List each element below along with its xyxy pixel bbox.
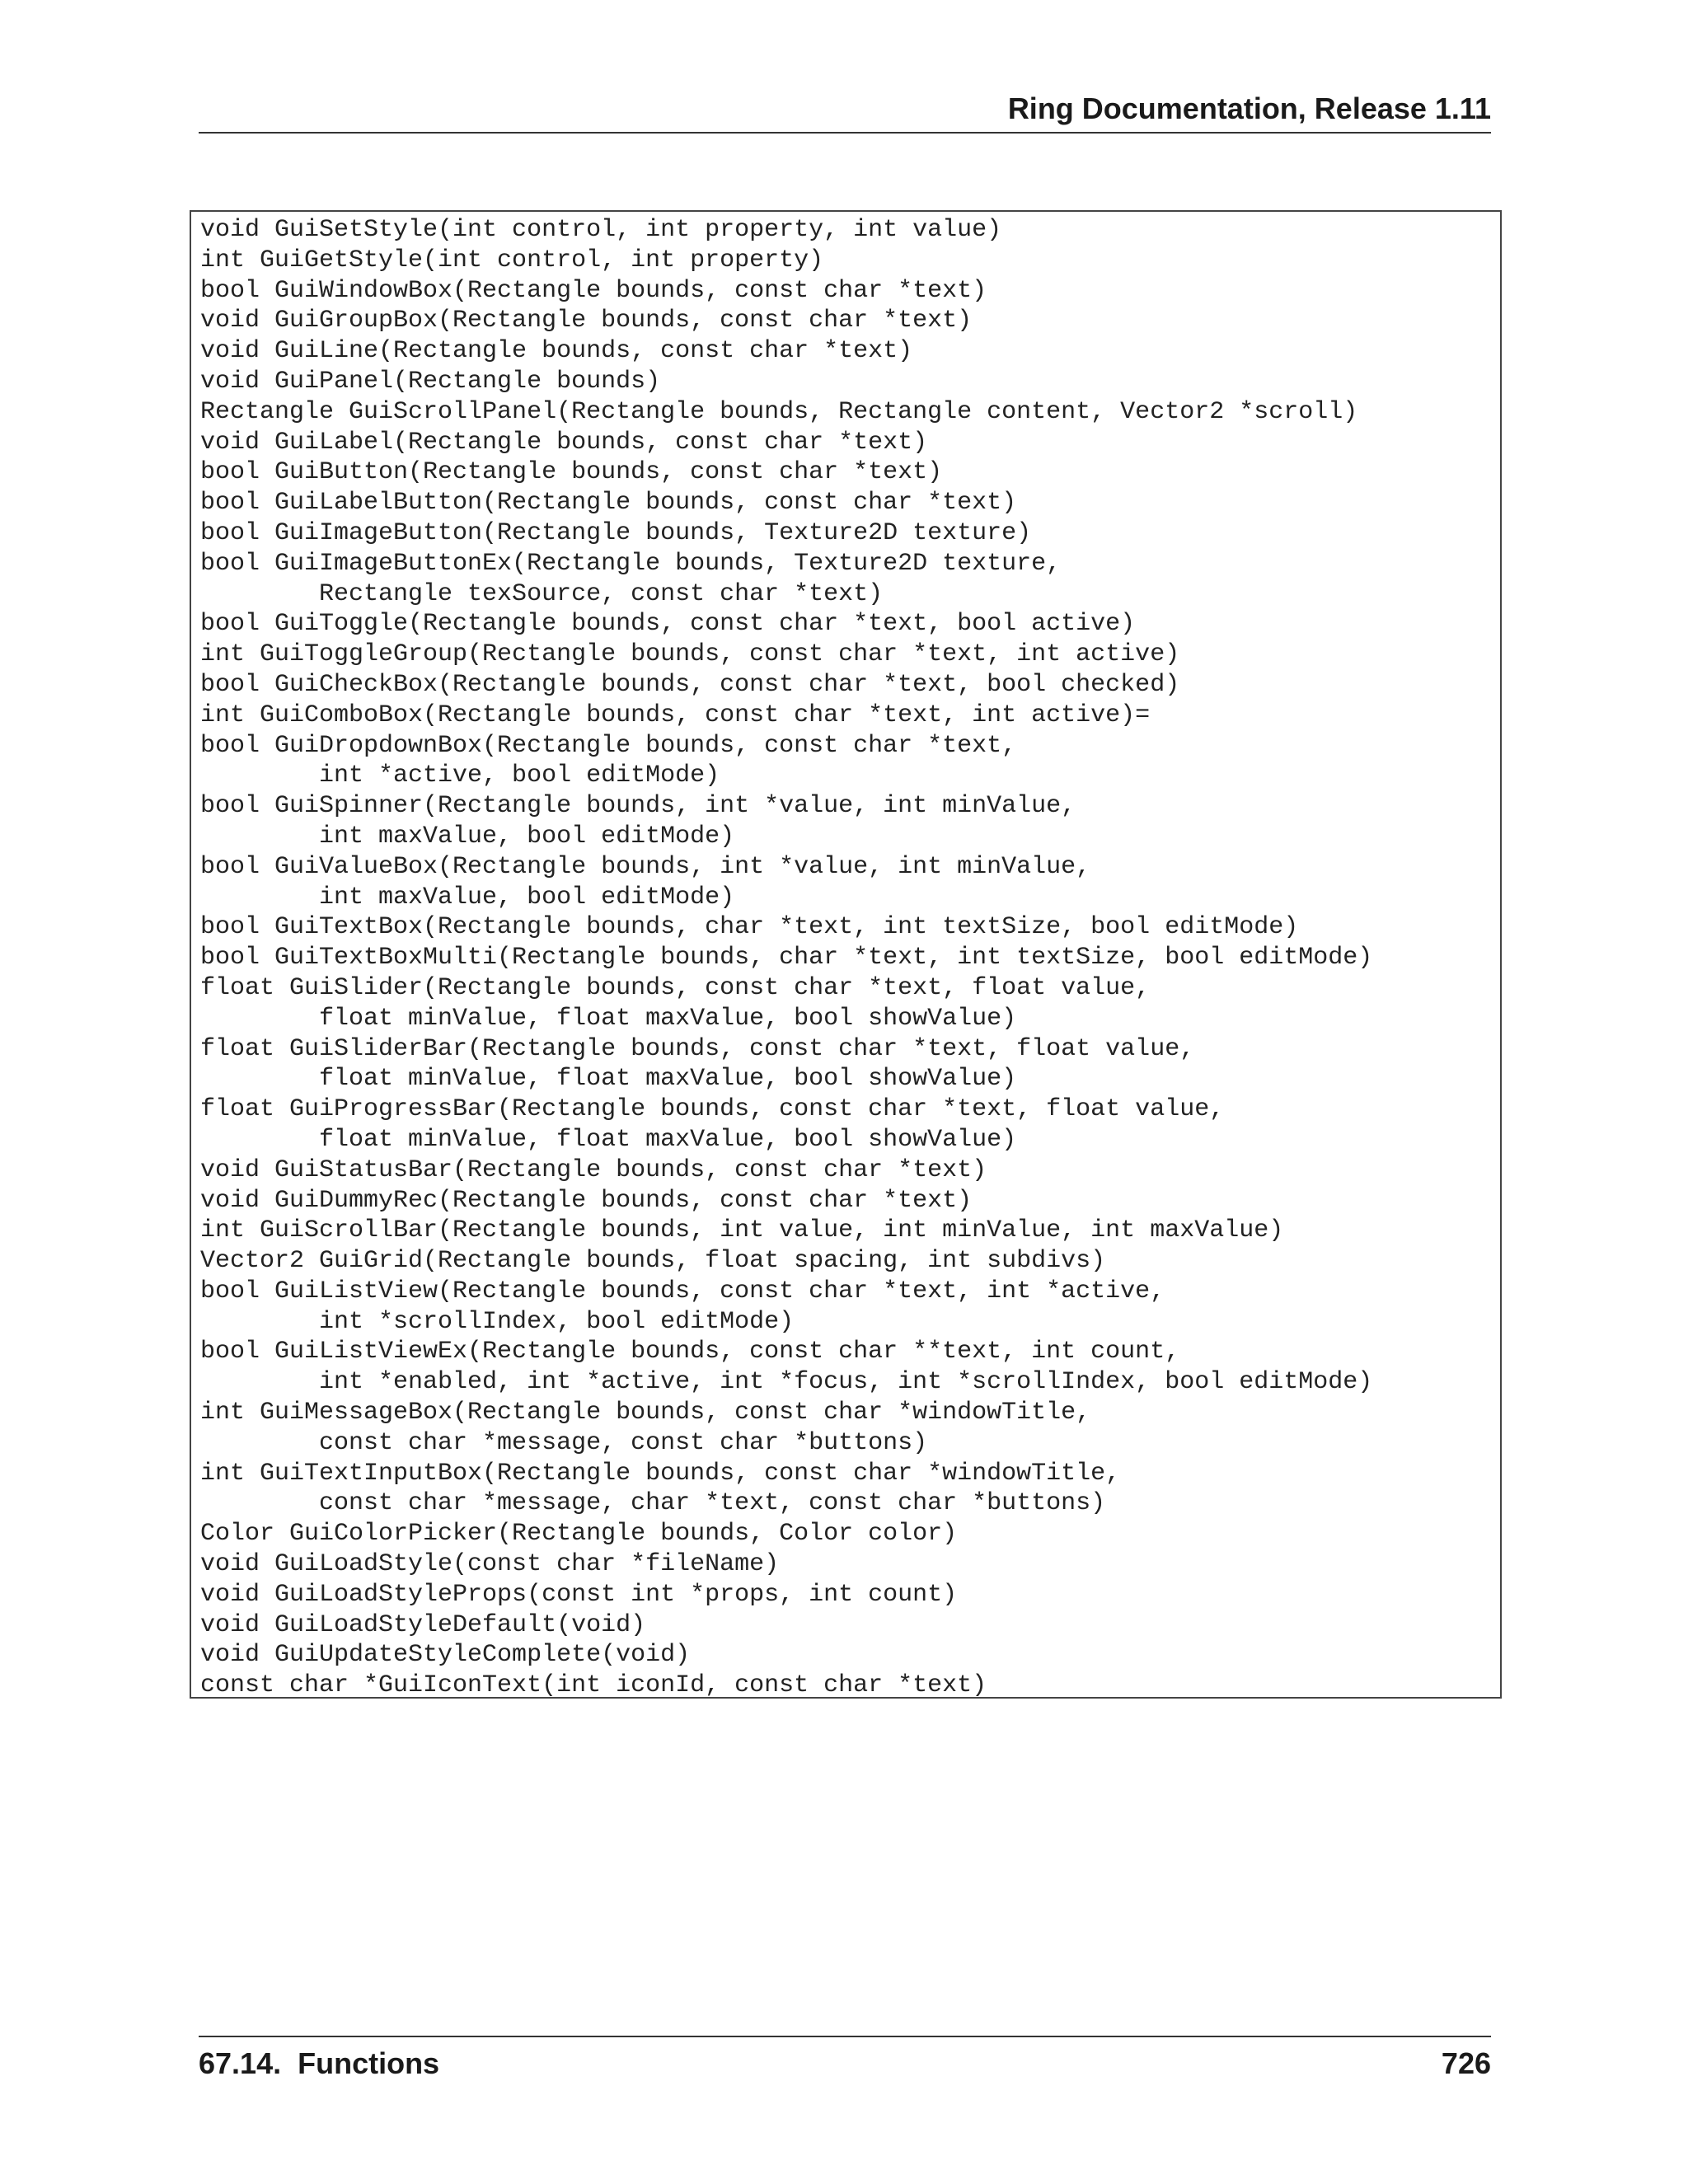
- section-title: 67.14. Functions: [199, 2046, 440, 2080]
- code-line: bool GuiListView(Rectangle bounds, const char *text, int *active,: [200, 1277, 1165, 1305]
- code-line: void GuiPanel(Rectangle bounds): [200, 367, 661, 396]
- code-line: Color GuiColorPicker(Rectangle bounds, Color color): [200, 1520, 958, 1549]
- code-line: void GuiLoadStyle(const char *fileName): [200, 1550, 780, 1579]
- code-line: float minValue, float maxValue, bool showValue): [200, 1125, 1017, 1154]
- code-line: bool GuiImageButton(Rectangle bounds, Texture2D texture): [200, 518, 1032, 547]
- code-line: int GuiGetStyle(int control, int property): [200, 246, 824, 274]
- code-line: bool GuiCheckBox(Rectangle bounds, const char *text, bool checked): [200, 670, 1180, 699]
- code-line: int maxValue, bool editMode): [200, 883, 735, 912]
- code-line: const char *message, char *text, const char *buttons): [200, 1489, 1106, 1518]
- code-line: int *enabled, int *active, int *focus, int *scrollIndex, bool editMode): [200, 1368, 1373, 1397]
- code-line: int GuiComboBox(Rectangle bounds, const char *text, int active)=: [200, 701, 1151, 729]
- code-line: float GuiSlider(Rectangle bounds, const char *text, float value,: [200, 973, 1151, 1002]
- code-line: int *active, bool editMode): [200, 762, 720, 790]
- code-block: [190, 210, 1502, 1699]
- code-line: bool GuiButton(Rectangle bounds, const char *text): [200, 458, 943, 487]
- code-line: Rectangle texSource, const char *text): [200, 579, 884, 608]
- code-line: void GuiUpdateStyleComplete(void): [200, 1641, 691, 1670]
- code-line: const char *GuiIconText(int iconId, const char *text): [200, 1671, 987, 1700]
- code-line: float GuiSliderBar(Rectangle bounds, const char *text, float value,: [200, 1034, 1195, 1063]
- code-line: bool GuiTextBox(Rectangle bounds, char *text, int textSize, bool editMode): [200, 913, 1299, 942]
- code-line: bool GuiSpinner(Rectangle bounds, int *value, int minValue,: [200, 792, 1076, 821]
- code-line: int GuiTextInputBox(Rectangle bounds, const char *windowTitle,: [200, 1459, 1121, 1488]
- code-line: int GuiToggleGroup(Rectangle bounds, const char *text, int active): [200, 640, 1180, 669]
- code-line: int *scrollIndex, bool editMode): [200, 1307, 795, 1336]
- code-line: float GuiProgressBar(Rectangle bounds, const char *text, float value,: [200, 1095, 1225, 1124]
- code-line: float minValue, float maxValue, bool showValue): [200, 1004, 1017, 1033]
- code-line: bool GuiToggle(Rectangle bounds, const char *text, bool active): [200, 610, 1136, 639]
- code-line: void GuiLoadStyleDefault(void): [200, 1610, 646, 1639]
- code-line: const char *message, const char *buttons): [200, 1428, 928, 1457]
- code-line: void GuiLabel(Rectangle bounds, const char *text): [200, 428, 928, 457]
- code-line: void GuiLoadStyleProps(const int *props, int count): [200, 1580, 958, 1609]
- code-line: void GuiLine(Rectangle bounds, const char *text): [200, 337, 913, 366]
- page-header: [199, 91, 1491, 134]
- code-line: int maxValue, bool editMode): [200, 822, 735, 851]
- code-line: int GuiMessageBox(Rectangle bounds, const char *windowTitle,: [200, 1399, 1091, 1427]
- code-line: void GuiSetStyle(int control, int property, int value): [200, 216, 1002, 244]
- document-title: Ring Documentation, Release 1.11: [1007, 91, 1491, 125]
- code-line: bool GuiLabelButton(Rectangle bounds, const char *text): [200, 489, 1017, 518]
- code-line: float minValue, float maxValue, bool showValue): [200, 1065, 1017, 1094]
- code-line: bool GuiWindowBox(Rectangle bounds, const char *text): [200, 276, 987, 305]
- code-line: bool GuiDropdownBox(Rectangle bounds, const char *text,: [200, 731, 1017, 760]
- code-line: void GuiDummyRec(Rectangle bounds, const char *text): [200, 1186, 973, 1215]
- code-line: Rectangle GuiScrollPanel(Rectangle bounds, Rectangle content, Vector2 *scroll): [200, 397, 1358, 426]
- code-line: bool GuiListViewEx(Rectangle bounds, const char **text, int count,: [200, 1338, 1180, 1366]
- page-number: 726: [1441, 2046, 1491, 2080]
- code-line: bool GuiImageButtonEx(Rectangle bounds, Texture2D texture,: [200, 549, 1062, 578]
- code-line: bool GuiTextBoxMulti(Rectangle bounds, char *text, int textSize, bool editMode): [200, 944, 1373, 972]
- code-line: Vector2 GuiGrid(Rectangle bounds, float spacing, int subdivs): [200, 1247, 1106, 1276]
- code-line: void GuiStatusBar(Rectangle bounds, const char *text): [200, 1155, 987, 1184]
- code-line: bool GuiValueBox(Rectangle bounds, int *value, int minValue,: [200, 852, 1091, 881]
- code-line: void GuiGroupBox(Rectangle bounds, const char *text): [200, 307, 973, 335]
- code-line: int GuiScrollBar(Rectangle bounds, int value, int minValue, int maxValue): [200, 1216, 1284, 1245]
- page-footer: [199, 2036, 1491, 2087]
